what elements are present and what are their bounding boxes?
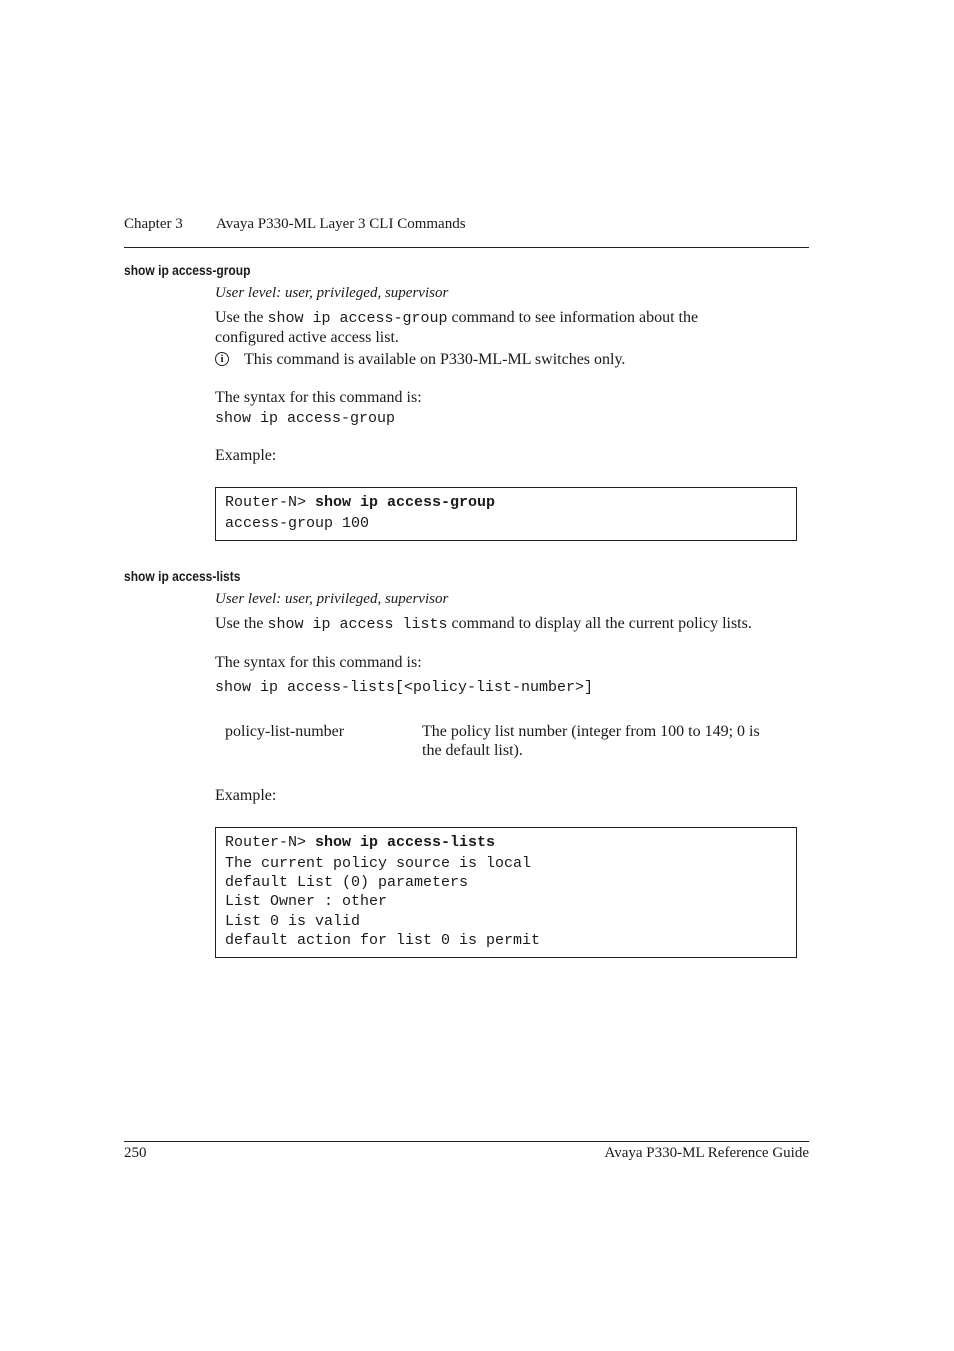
description-line-2: configured active access list. bbox=[215, 329, 399, 346]
code-output-line: default action for list 0 is permit bbox=[225, 932, 541, 949]
code-prompt: Router-N> bbox=[225, 494, 316, 511]
guide-title: Avaya P330-ML Reference Guide bbox=[604, 1145, 809, 1161]
code-prompt-line bbox=[225, 834, 495, 851]
description-suffix: command to display all the current policy lists. bbox=[447, 615, 752, 632]
code-command: show ip access-group bbox=[315, 494, 496, 511]
description-line bbox=[215, 615, 752, 633]
page-number: 250 bbox=[124, 1145, 147, 1161]
code-command: show ip access-lists bbox=[315, 834, 496, 851]
note-text: This command is available on P330-ML-ML switches only. bbox=[244, 351, 626, 368]
code-output-line: default List (0) parameters bbox=[225, 874, 469, 891]
example-label: Example: bbox=[215, 787, 277, 804]
example-label: Example: bbox=[215, 447, 277, 464]
code-output-line: access-group 100 bbox=[225, 515, 370, 532]
user-level-text: User level: user, privileged, supervisor bbox=[215, 591, 449, 607]
chapter-label: Chapter 3 bbox=[124, 216, 183, 232]
syntax-intro: The syntax for this command is: bbox=[215, 654, 422, 671]
section-heading-access-lists: show ip access-lists bbox=[124, 568, 241, 584]
syntax-intro: The syntax for this command is: bbox=[215, 389, 422, 406]
example-code-box bbox=[215, 827, 797, 958]
header-rule bbox=[124, 247, 809, 248]
code-output-line: List 0 is valid bbox=[225, 913, 361, 930]
section-heading-access-group: show ip access-group bbox=[124, 262, 251, 278]
code-output-line: The current policy source is local bbox=[225, 855, 532, 872]
code-prompt: Router-N> bbox=[225, 834, 316, 851]
info-icon: i bbox=[215, 352, 229, 366]
user-level-text: User level: user, privileged, supervisor bbox=[215, 285, 449, 301]
footer-rule bbox=[124, 1141, 809, 1142]
param-name: policy-list-number bbox=[225, 723, 345, 740]
chapter-title: Avaya P330-ML Layer 3 CLI Commands bbox=[216, 216, 466, 232]
syntax-command: show ip access-lists[<policy-list-number>] bbox=[215, 679, 594, 696]
param-desc-line-2: the default list). bbox=[422, 742, 523, 759]
inline-command: show ip access lists bbox=[267, 616, 448, 633]
param-desc-line-1: The policy list number (integer from 100 to 149; 0 is bbox=[422, 723, 760, 740]
description-line-1 bbox=[215, 309, 698, 327]
syntax-command: show ip access-group bbox=[215, 410, 396, 427]
description-prefix: Use the bbox=[215, 309, 268, 326]
code-prompt-line bbox=[225, 494, 495, 511]
example-code-box bbox=[215, 487, 797, 541]
description-suffix: command to see information about the bbox=[447, 309, 699, 326]
inline-command: show ip access-group bbox=[267, 310, 448, 327]
description-prefix: Use the bbox=[215, 615, 268, 632]
code-output-line: List Owner : other bbox=[225, 893, 388, 910]
